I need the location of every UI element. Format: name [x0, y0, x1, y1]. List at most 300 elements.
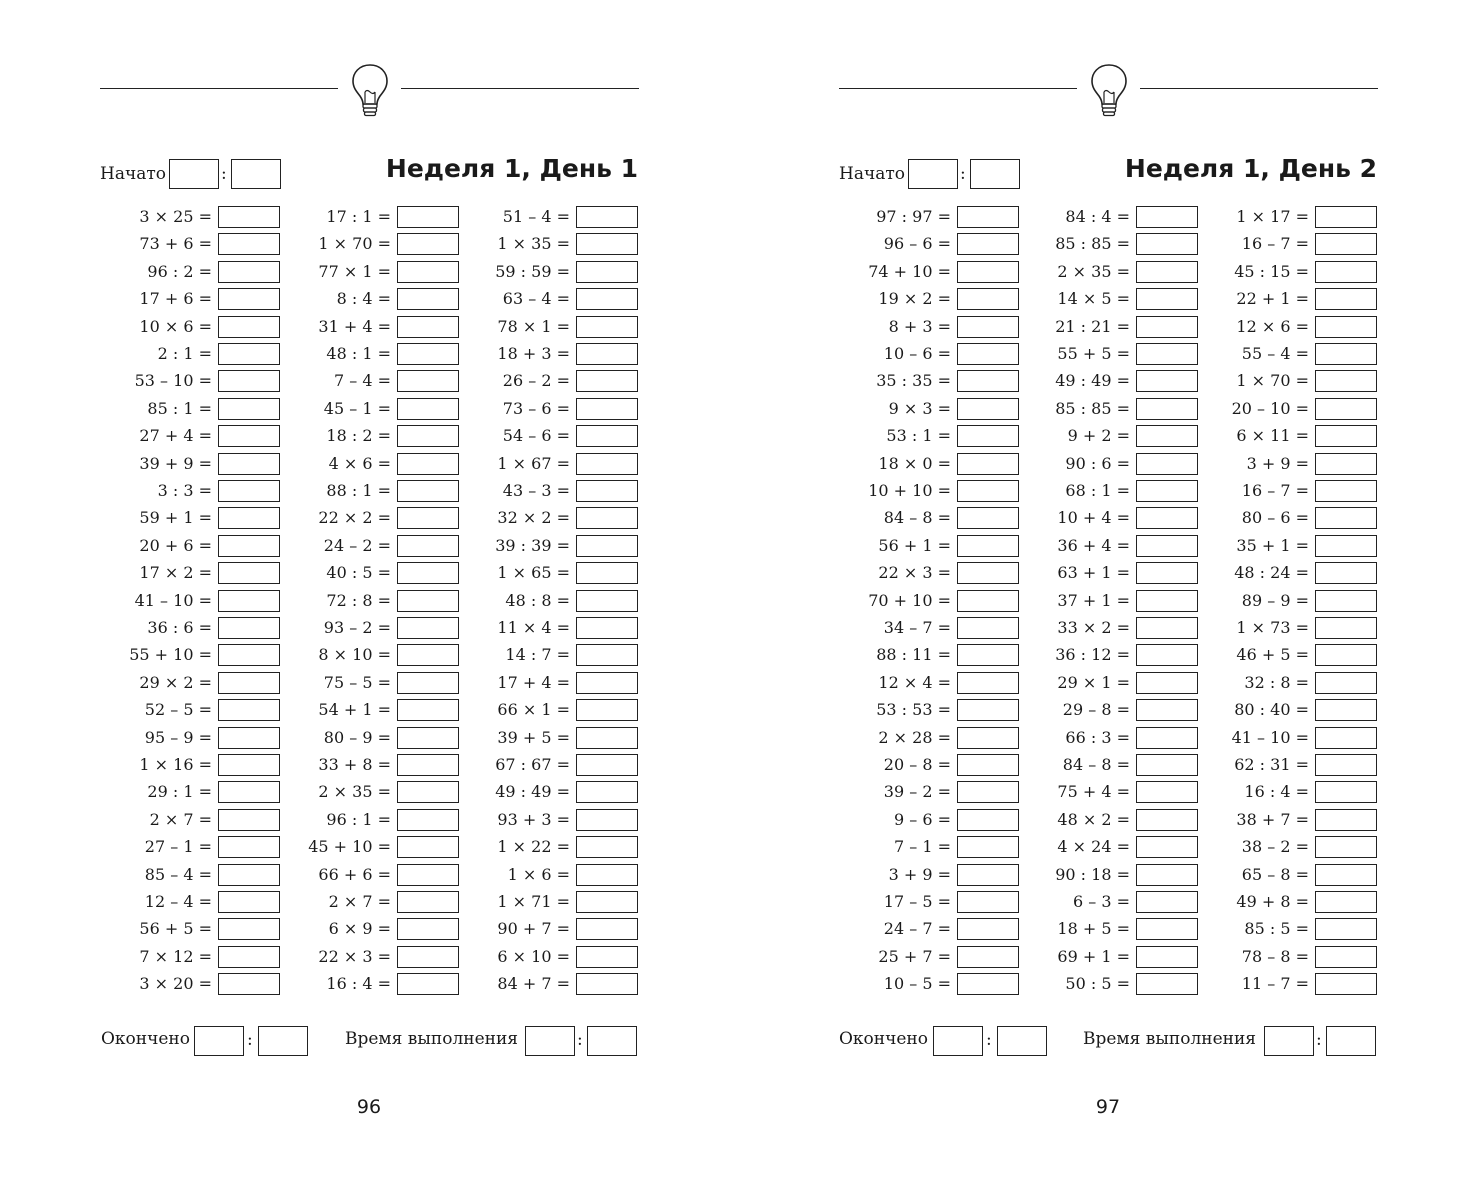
answer-box[interactable]	[1136, 453, 1198, 475]
exercise-expression: 84 + 7 =	[497, 974, 570, 994]
exercise-expression: 50 : 5 =	[1065, 974, 1130, 994]
answer-box[interactable]	[576, 672, 638, 694]
answer-box[interactable]	[1315, 727, 1377, 749]
exercise-expression: 10 + 10 =	[868, 481, 951, 500]
answer-box[interactable]	[1315, 343, 1377, 365]
exercise-expression: 9 + 2 =	[1067, 426, 1130, 446]
exercise-expression: 39 + 9 =	[139, 453, 212, 473]
answer-box[interactable]	[957, 918, 1019, 940]
answer-box[interactable]	[1315, 946, 1377, 968]
finish-hours-box[interactable]	[194, 1026, 244, 1056]
answer-box[interactable]	[576, 370, 638, 392]
answer-box[interactable]	[397, 480, 459, 502]
answer-box[interactable]	[1136, 699, 1198, 721]
answer-box[interactable]	[218, 836, 280, 858]
answer-box[interactable]	[1136, 946, 1198, 968]
answer-box[interactable]	[957, 562, 1019, 584]
header-rule-left	[839, 88, 1077, 89]
answer-box[interactable]	[957, 453, 1019, 475]
answer-box[interactable]	[576, 617, 638, 639]
answer-box[interactable]	[1136, 781, 1198, 803]
answer-box[interactable]	[1136, 288, 1198, 310]
exercise-expression: 12 – 4 =	[144, 892, 212, 911]
answer-box[interactable]	[218, 946, 280, 968]
answer-box[interactable]	[218, 781, 280, 803]
exercise-expression: 22 × 3 =	[318, 946, 391, 966]
duration-minutes-box[interactable]	[1326, 1026, 1376, 1056]
exercise-expression: 68 : 1 =	[1065, 481, 1130, 500]
exercise-expression: 21 : 21 =	[1055, 316, 1130, 336]
answer-box[interactable]	[1315, 480, 1377, 502]
answer-box[interactable]	[1315, 809, 1377, 831]
exercise-expression: 2 × 7 =	[328, 892, 391, 911]
exercise-expression: 1 × 6 =	[507, 864, 570, 884]
answer-box[interactable]	[1136, 754, 1198, 776]
answer-box[interactable]	[1136, 562, 1198, 584]
answer-box[interactable]	[218, 398, 280, 420]
answer-box[interactable]	[576, 781, 638, 803]
answer-box[interactable]	[397, 535, 459, 557]
answer-box[interactable]	[218, 507, 280, 529]
exercise-expression: 80 – 6 =	[1241, 508, 1309, 528]
exercise-expression: 38 + 7 =	[1236, 809, 1309, 829]
duration-colon: :	[577, 1030, 583, 1050]
answer-box[interactable]	[1315, 891, 1377, 913]
exercise-expression: 9 – 6 =	[893, 809, 951, 829]
exercise-expression: 18 : 2 =	[326, 426, 391, 446]
answer-box[interactable]	[1136, 316, 1198, 338]
exercise-expression: 48 × 2 =	[1057, 809, 1130, 829]
answer-box[interactable]	[397, 781, 459, 803]
answer-box[interactable]	[1315, 261, 1377, 283]
answer-box[interactable]	[576, 261, 638, 283]
exercise-expression: 73 + 6 =	[139, 234, 212, 254]
exercise-expression: 8 : 4 =	[336, 289, 391, 309]
answer-box[interactable]	[576, 590, 638, 612]
exercise-expression: 29 × 2 =	[139, 672, 212, 692]
start-colon: :	[960, 164, 966, 184]
finish-minutes-box[interactable]	[258, 1026, 308, 1056]
answer-box[interactable]	[957, 973, 1019, 995]
exercise-expression: 72 : 8 =	[326, 590, 391, 610]
exercise-expression: 17 + 4 =	[497, 672, 570, 692]
exercise-expression: 36 : 12 =	[1055, 645, 1130, 665]
exercise-expression: 88 : 11 =	[876, 645, 951, 665]
start-minutes-box[interactable]	[970, 159, 1020, 189]
answer-box[interactable]	[1315, 535, 1377, 557]
page-number: 97	[1095, 1096, 1121, 1118]
answer-box[interactable]	[576, 316, 638, 338]
duration-minutes-box[interactable]	[587, 1026, 637, 1056]
answer-box[interactable]	[397, 672, 459, 694]
started-label: Начато	[839, 164, 905, 184]
start-hours-box[interactable]	[169, 159, 219, 189]
answer-box[interactable]	[957, 617, 1019, 639]
answer-box[interactable]	[397, 562, 459, 584]
answer-box[interactable]	[1315, 206, 1377, 228]
exercise-expression: 27 – 1 =	[144, 837, 212, 857]
answer-box[interactable]	[1136, 918, 1198, 940]
exercise-expression: 2 × 35 =	[318, 782, 391, 802]
answer-box[interactable]	[1136, 727, 1198, 749]
exercise-expression: 85 : 85 =	[1055, 398, 1130, 418]
start-minutes-box[interactable]	[231, 159, 281, 189]
answer-box[interactable]	[576, 288, 638, 310]
exercise-expression: 2 × 35 =	[1057, 261, 1130, 281]
answer-box[interactable]	[218, 973, 280, 995]
exercise-expression: 24 – 7 =	[883, 919, 951, 939]
answer-box[interactable]	[218, 562, 280, 584]
answer-box[interactable]	[1136, 480, 1198, 502]
exercise-expression: 16 – 7 =	[1241, 481, 1309, 500]
exercise-expression: 36 : 6 =	[147, 618, 212, 637]
answer-box[interactable]	[1315, 507, 1377, 529]
exercise-expression: 10 + 4 =	[1057, 508, 1130, 528]
answer-box[interactable]	[218, 617, 280, 639]
answer-box[interactable]	[1315, 316, 1377, 338]
answer-box[interactable]	[1315, 233, 1377, 255]
exercise-expression: 8 + 3 =	[888, 316, 951, 336]
answer-box[interactable]	[1136, 891, 1198, 913]
answer-box[interactable]	[576, 727, 638, 749]
exercise-expression: 20 – 8 =	[883, 755, 951, 774]
exercise-expression: 7 – 1 =	[893, 837, 951, 857]
answer-box[interactable]	[957, 754, 1019, 776]
answer-box[interactable]	[576, 864, 638, 886]
answer-box[interactable]	[1136, 644, 1198, 666]
exercise-expression: 32 : 8 =	[1244, 672, 1309, 692]
answer-box[interactable]	[576, 480, 638, 502]
duration-hours-box[interactable]	[525, 1026, 575, 1056]
finish-hours-box[interactable]	[933, 1026, 983, 1056]
answer-box[interactable]	[218, 480, 280, 502]
exercise-expression: 49 : 49 =	[495, 782, 570, 802]
answer-box[interactable]	[1136, 398, 1198, 420]
answer-box[interactable]	[576, 562, 638, 584]
answer-box[interactable]	[218, 233, 280, 255]
answer-box[interactable]	[397, 617, 459, 639]
answer-box[interactable]	[218, 644, 280, 666]
answer-box[interactable]	[218, 535, 280, 557]
answer-box[interactable]	[1136, 206, 1198, 228]
exercise-expression: 29 – 8 =	[1062, 700, 1130, 720]
answer-box[interactable]	[218, 727, 280, 749]
exercise-expression: 43 – 3 =	[502, 481, 570, 500]
answer-box[interactable]	[397, 727, 459, 749]
answer-box[interactable]	[1315, 699, 1377, 721]
answer-box[interactable]	[576, 206, 638, 228]
answer-box[interactable]	[957, 590, 1019, 612]
answer-box[interactable]	[397, 699, 459, 721]
answer-box[interactable]	[218, 672, 280, 694]
answer-box[interactable]	[1136, 343, 1198, 365]
exercise-expression: 32 × 2 =	[497, 508, 570, 528]
answer-box[interactable]	[397, 644, 459, 666]
answer-box[interactable]	[1315, 672, 1377, 694]
exercise-expression: 45 – 1 =	[323, 398, 391, 418]
exercise-expression: 20 – 10 =	[1231, 398, 1309, 418]
exercise-expression: 95 – 9 =	[144, 727, 212, 747]
answer-box[interactable]	[576, 699, 638, 721]
answer-box[interactable]	[957, 836, 1019, 858]
answer-box[interactable]	[218, 425, 280, 447]
answer-box[interactable]	[1315, 617, 1377, 639]
exercise-expression: 22 × 2 =	[318, 508, 391, 528]
answer-box[interactable]	[1136, 836, 1198, 858]
answer-box[interactable]	[397, 891, 459, 913]
answer-box[interactable]	[397, 288, 459, 310]
answer-box[interactable]	[1315, 425, 1377, 447]
answer-box[interactable]	[957, 425, 1019, 447]
exercise-expression: 40 : 5 =	[326, 563, 391, 583]
exercise-expression: 7 – 4 =	[333, 371, 391, 391]
exercise-expression: 63 + 1 =	[1057, 563, 1130, 583]
answer-box[interactable]	[218, 316, 280, 338]
exercise-expression: 2 × 7 =	[149, 809, 212, 829]
exercise-expression: 88 : 1 =	[326, 481, 391, 500]
answer-box[interactable]	[576, 754, 638, 776]
answer-box[interactable]	[957, 261, 1019, 283]
answer-box[interactable]	[576, 809, 638, 831]
exercise-expression: 35 : 35 =	[876, 371, 951, 391]
answer-box[interactable]	[957, 946, 1019, 968]
answer-box[interactable]	[218, 754, 280, 776]
answer-box[interactable]	[397, 206, 459, 228]
exercise-expression: 34 – 7 =	[883, 618, 951, 637]
exercise-expression: 6 – 3 =	[1072, 892, 1130, 911]
answer-box[interactable]	[1136, 370, 1198, 392]
answer-box[interactable]	[397, 754, 459, 776]
answer-box[interactable]	[957, 781, 1019, 803]
answer-box[interactable]	[397, 864, 459, 886]
start-colon: :	[221, 164, 227, 184]
exercise-expression: 54 – 6 =	[502, 426, 570, 446]
exercise-expression: 1 × 70 =	[1236, 371, 1309, 391]
exercise-expression: 84 – 8 =	[1062, 755, 1130, 774]
exercise-expression: 55 + 10 =	[129, 645, 212, 665]
answer-box[interactable]	[397, 370, 459, 392]
exercise-expression: 54 + 1 =	[318, 700, 391, 720]
answer-box[interactable]	[218, 864, 280, 886]
exercise-expression: 16 : 4 =	[326, 974, 391, 994]
answer-box[interactable]	[576, 453, 638, 475]
exercise-expression: 55 – 4 =	[1241, 344, 1309, 363]
answer-box[interactable]	[1315, 370, 1377, 392]
answer-box[interactable]	[397, 343, 459, 365]
exercise-expression: 78 – 8 =	[1241, 946, 1309, 966]
answer-box[interactable]	[576, 946, 638, 968]
exercise-expression: 56 + 1 =	[878, 535, 951, 555]
exercise-expression: 33 × 2 =	[1057, 618, 1130, 637]
answer-box[interactable]	[218, 590, 280, 612]
exercise-expression: 90 : 18 =	[1055, 864, 1130, 884]
answer-box[interactable]	[576, 836, 638, 858]
answer-box[interactable]	[957, 809, 1019, 831]
answer-box[interactable]	[397, 973, 459, 995]
answer-box[interactable]	[576, 398, 638, 420]
answer-box[interactable]	[397, 918, 459, 940]
answer-box[interactable]	[1315, 644, 1377, 666]
exercise-expression: 22 + 1 =	[1236, 289, 1309, 309]
answer-box[interactable]	[1136, 261, 1198, 283]
answer-box[interactable]	[1315, 754, 1377, 776]
page-number: 96	[356, 1096, 382, 1118]
answer-box[interactable]	[957, 891, 1019, 913]
exercise-expression: 27 + 4 =	[139, 426, 212, 446]
answer-box[interactable]	[1315, 973, 1377, 995]
exercise-expression: 1 × 71 =	[497, 892, 570, 911]
answer-box[interactable]	[218, 699, 280, 721]
answer-box[interactable]	[957, 288, 1019, 310]
exercise-expression: 17 × 2 =	[139, 563, 212, 583]
answer-box[interactable]	[576, 891, 638, 913]
start-hours-box[interactable]	[908, 159, 958, 189]
exercise-expression: 33 + 8 =	[318, 755, 391, 774]
answer-box[interactable]	[1136, 425, 1198, 447]
exercise-expression: 18 + 5 =	[1057, 919, 1130, 939]
answer-box[interactable]	[218, 918, 280, 940]
answer-box[interactable]	[218, 288, 280, 310]
exercise-expression: 66 × 1 =	[497, 700, 570, 720]
answer-box[interactable]	[1315, 590, 1377, 612]
answer-box[interactable]	[957, 398, 1019, 420]
page-title: Неделя 1, День 1	[385, 154, 638, 183]
answer-box[interactable]	[218, 891, 280, 913]
answer-box[interactable]	[957, 535, 1019, 557]
answer-box[interactable]	[957, 233, 1019, 255]
exercise-expression: 14 × 5 =	[1057, 289, 1130, 309]
answer-box[interactable]	[1136, 864, 1198, 886]
answer-box[interactable]	[1136, 672, 1198, 694]
exercise-expression: 48 : 8 =	[505, 590, 570, 610]
exercise-expression: 16 – 7 =	[1241, 234, 1309, 254]
exercise-expression: 20 + 6 =	[139, 535, 212, 555]
answer-box[interactable]	[397, 836, 459, 858]
answer-box[interactable]	[1315, 864, 1377, 886]
answer-box[interactable]	[397, 398, 459, 420]
exercise-expression: 49 + 8 =	[1236, 892, 1309, 911]
exercise-expression: 4 × 6 =	[328, 453, 391, 473]
exercise-expression: 10 – 5 =	[883, 974, 951, 994]
exercise-expression: 1 × 35 =	[497, 234, 570, 254]
answer-box[interactable]	[957, 206, 1019, 228]
exercise-expression: 84 – 8 =	[883, 508, 951, 528]
exercise-expression: 29 × 1 =	[1057, 672, 1130, 692]
answer-box[interactable]	[1136, 507, 1198, 529]
answer-box[interactable]	[397, 261, 459, 283]
answer-box[interactable]	[397, 590, 459, 612]
answer-box[interactable]	[1136, 809, 1198, 831]
answer-box[interactable]	[1136, 590, 1198, 612]
exercise-expression: 85 : 85 =	[1055, 234, 1130, 254]
exercise-expression: 85 : 5 =	[1244, 919, 1309, 939]
answer-box[interactable]	[1136, 535, 1198, 557]
answer-box[interactable]	[576, 343, 638, 365]
answer-box[interactable]	[957, 644, 1019, 666]
answer-box[interactable]	[218, 809, 280, 831]
exercise-expression: 22 × 3 =	[878, 563, 951, 583]
lightbulb-icon	[1089, 62, 1129, 118]
header-rule-left	[100, 88, 338, 89]
answer-box[interactable]	[1315, 453, 1377, 475]
exercise-expression: 26 – 2 =	[502, 371, 570, 391]
exercise-expression: 97 : 97 =	[876, 207, 951, 226]
exercise-expression: 41 – 10 =	[134, 590, 212, 610]
exercise-expression: 25 + 7 =	[878, 946, 951, 966]
answer-box[interactable]	[397, 453, 459, 475]
exercise-expression: 45 : 15 =	[1234, 261, 1309, 281]
answer-box[interactable]	[576, 973, 638, 995]
exercise-expression: 11 – 7 =	[1241, 974, 1309, 994]
exercise-expression: 84 : 4 =	[1065, 207, 1130, 226]
answer-box[interactable]	[397, 425, 459, 447]
exercise-expression: 1 × 22 =	[497, 837, 570, 857]
answer-box[interactable]	[1315, 562, 1377, 584]
exercise-expression: 35 + 1 =	[1236, 535, 1309, 555]
exercise-expression: 17 + 6 =	[139, 289, 212, 309]
finish-minutes-box[interactable]	[997, 1026, 1047, 1056]
answer-box[interactable]	[957, 699, 1019, 721]
answer-box[interactable]	[957, 370, 1019, 392]
answer-box[interactable]	[397, 316, 459, 338]
answer-box[interactable]	[576, 918, 638, 940]
page-right	[739, 0, 1477, 1182]
answer-box[interactable]	[218, 343, 280, 365]
exercise-expression: 3 + 9 =	[888, 864, 951, 884]
exercise-expression: 7 × 12 =	[139, 946, 212, 966]
finished-label: Окончено	[101, 1029, 190, 1049]
answer-box[interactable]	[957, 343, 1019, 365]
answer-box[interactable]	[1136, 617, 1198, 639]
answer-box[interactable]	[957, 507, 1019, 529]
exercise-expression: 49 : 49 =	[1055, 371, 1130, 391]
answer-box[interactable]	[576, 535, 638, 557]
exercise-expression: 10 × 6 =	[139, 316, 212, 336]
duration-hours-box[interactable]	[1264, 1026, 1314, 1056]
answer-box[interactable]	[1136, 233, 1198, 255]
answer-box[interactable]	[218, 206, 280, 228]
answer-box[interactable]	[576, 507, 638, 529]
exercise-expression: 1 × 16 =	[139, 755, 212, 774]
answer-box[interactable]	[397, 233, 459, 255]
answer-box[interactable]	[218, 261, 280, 283]
exercise-expression: 14 : 7 =	[505, 645, 570, 665]
answer-box[interactable]	[218, 370, 280, 392]
answer-box[interactable]	[957, 864, 1019, 886]
answer-box[interactable]	[957, 480, 1019, 502]
answer-box[interactable]	[1315, 918, 1377, 940]
answer-box[interactable]	[397, 809, 459, 831]
answer-box[interactable]	[957, 727, 1019, 749]
answer-box[interactable]	[957, 672, 1019, 694]
answer-box[interactable]	[397, 507, 459, 529]
answer-box[interactable]	[576, 425, 638, 447]
answer-box[interactable]	[1315, 781, 1377, 803]
answer-box[interactable]	[576, 644, 638, 666]
answer-box[interactable]	[957, 316, 1019, 338]
answer-box[interactable]	[1315, 398, 1377, 420]
answer-box[interactable]	[1315, 288, 1377, 310]
answer-box[interactable]	[218, 453, 280, 475]
duration-label: Время выполнения	[345, 1029, 519, 1049]
answer-box[interactable]	[576, 233, 638, 255]
exercise-expression: 31 + 4 =	[318, 316, 391, 336]
answer-box[interactable]	[1136, 973, 1198, 995]
exercise-expression: 78 × 1 =	[497, 316, 570, 336]
exercise-expression: 10 – 6 =	[883, 344, 951, 363]
answer-box[interactable]	[1315, 836, 1377, 858]
answer-box[interactable]	[397, 946, 459, 968]
